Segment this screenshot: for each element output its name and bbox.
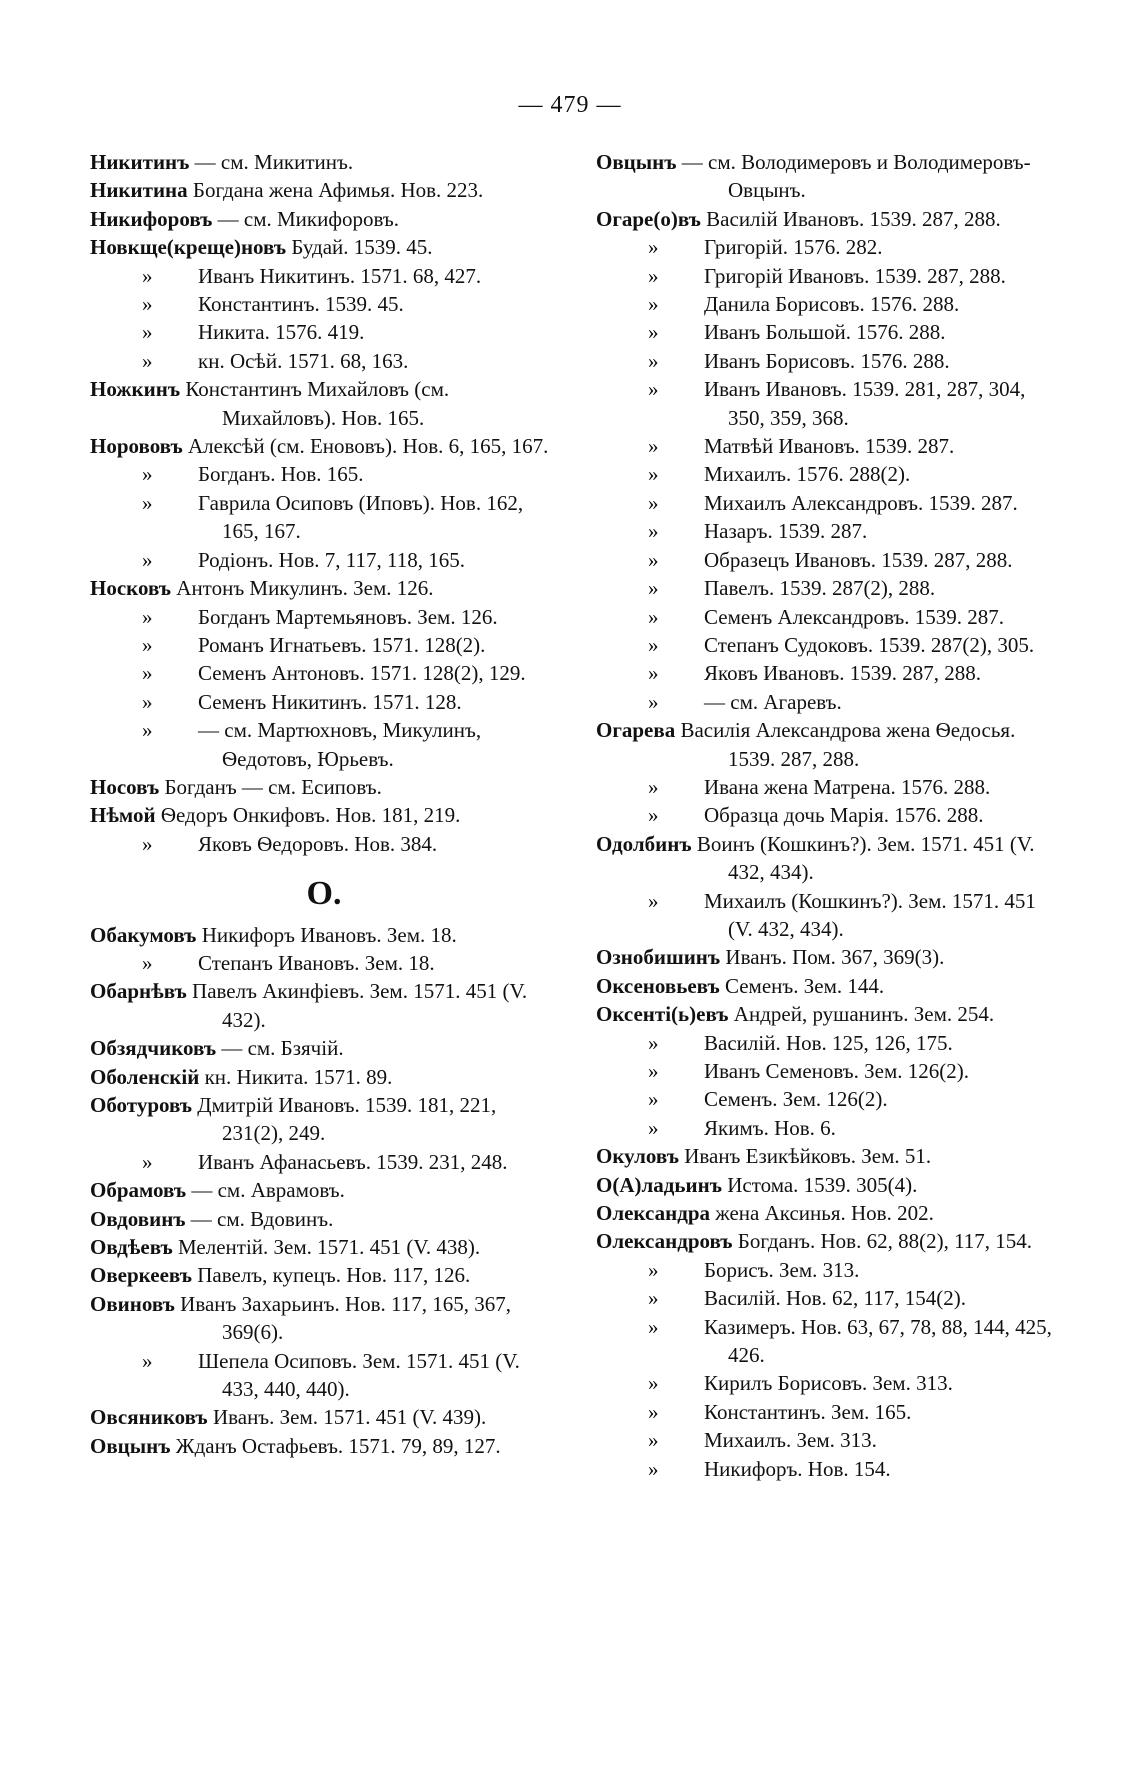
index-subentry bbox=[596, 1455, 1064, 1483]
entry-text: Мелентій. Зем. 1571. 451 (V. 438). bbox=[178, 1235, 481, 1260]
ditto-mark: » bbox=[142, 689, 153, 714]
entry-text: Романъ Игнатьевъ. 1571. 128(2). bbox=[198, 632, 486, 657]
index-entry bbox=[90, 1063, 558, 1091]
ditto-mark: » bbox=[648, 348, 659, 373]
entry-text: Ѳедоръ Онкифовъ. Нов. 181, 219. bbox=[160, 803, 461, 828]
ditto-mark: » bbox=[648, 1399, 659, 1424]
entry-text: Никифоръ Ивановъ. Зем. 18. bbox=[201, 922, 457, 947]
entry-text: Константинъ. Зем. 165. bbox=[704, 1399, 912, 1424]
index-entry bbox=[596, 1227, 1064, 1255]
index-entry bbox=[90, 1034, 558, 1062]
index-entry bbox=[90, 1403, 558, 1431]
index-subentry bbox=[596, 603, 1064, 631]
index-subentry bbox=[90, 290, 558, 318]
right-column bbox=[596, 148, 1064, 1483]
ditto-mark: » bbox=[648, 320, 659, 345]
index-subentry bbox=[596, 432, 1064, 460]
entry-headword: Нѣмой bbox=[90, 803, 156, 828]
index-entry bbox=[596, 1000, 1064, 1028]
entry-headword: Норововъ bbox=[90, 434, 183, 459]
index-subentry bbox=[90, 949, 558, 977]
ditto-mark: » bbox=[648, 292, 659, 317]
index-entry bbox=[596, 716, 1064, 773]
index-entry bbox=[596, 830, 1064, 887]
entry-headword: Овсяниковъ bbox=[90, 1405, 208, 1430]
ditto-mark: » bbox=[648, 434, 659, 459]
ditto-mark: » bbox=[142, 604, 153, 629]
entry-text: Иванъ Ивановъ. 1539. 281, 287, 304, 350, 359, 368. bbox=[704, 377, 1026, 430]
entry-text: Павелъ, купецъ. Нов. 117, 126. bbox=[197, 1263, 471, 1288]
entry-headword: Овцынъ bbox=[90, 1433, 171, 1458]
entry-text: Семенъ. Зем. 144. bbox=[724, 973, 885, 998]
index-subentry bbox=[596, 631, 1064, 659]
ditto-mark: » bbox=[142, 348, 153, 373]
ditto-mark: » bbox=[648, 1257, 659, 1282]
ditto-mark: » bbox=[648, 576, 659, 601]
entry-text: — см. Бзячій. bbox=[221, 1036, 344, 1061]
entry-headword: Ознобишинъ bbox=[596, 945, 721, 970]
entry-text: Иванъ Никитинъ. 1571. 68, 427. bbox=[198, 263, 482, 288]
entry-headword: Никифоровъ bbox=[90, 206, 213, 231]
ditto-mark: » bbox=[648, 689, 659, 714]
ditto-mark: » bbox=[648, 888, 659, 913]
entry-text: Казимеръ. Нов. 63, 67, 78, 88, 144, 425, 426. bbox=[704, 1314, 1052, 1368]
index-subentry bbox=[596, 1313, 1064, 1370]
entry-text: Семенъ Антоновъ. 1571. 128(2), 129. bbox=[198, 661, 526, 686]
entry-text: Василія Александрова жена Ѳедосья. 1539. 287, 288. bbox=[680, 718, 1016, 771]
index-entry bbox=[90, 1290, 558, 1347]
entry-text: Василій. Нов. 62, 117, 154(2). bbox=[704, 1286, 966, 1311]
entry-text: Антонъ Микулинъ. Зем. 126. bbox=[176, 576, 434, 601]
entry-text: Павелъ Акинфіевъ. Зем. 1571. 451 (V. 432). bbox=[192, 979, 528, 1032]
index-subentry bbox=[596, 1284, 1064, 1312]
entry-text: Михаилъ. 1576. 288(2). bbox=[704, 462, 911, 487]
entry-text: Назаръ. 1539. 287. bbox=[704, 519, 868, 544]
entry-text: Богданъ Мартемьяновъ. Зем. 126. bbox=[198, 604, 498, 629]
ditto-mark: » bbox=[648, 1456, 659, 1481]
entry-text: Константинъ. 1539. 45. bbox=[198, 292, 404, 317]
index-subentry bbox=[90, 489, 558, 546]
index-subentry bbox=[596, 1029, 1064, 1057]
index-subentry bbox=[596, 375, 1064, 432]
ditto-mark: » bbox=[648, 1314, 659, 1339]
entry-headword: Огаре(о)въ bbox=[596, 206, 701, 231]
entry-headword: Никитинъ bbox=[90, 150, 190, 174]
entry-headword: Оксенті(ь)евъ bbox=[596, 1002, 729, 1027]
index-entry bbox=[90, 773, 558, 801]
entry-text: Степанъ Судоковъ. 1539. 287(2), 305. bbox=[704, 632, 1035, 657]
index-entry bbox=[596, 1199, 1064, 1227]
entry-headword: О(А)ладьинъ bbox=[596, 1172, 722, 1197]
entry-text: Якимъ. Нов. 6. bbox=[704, 1115, 836, 1140]
entry-text: Григорій. 1576. 282. bbox=[704, 235, 883, 260]
ditto-mark: » bbox=[648, 632, 659, 657]
entry-text: Ивана жена Матрена. 1576. 288. bbox=[704, 774, 991, 799]
index-subentry bbox=[596, 1369, 1064, 1397]
ditto-mark: » bbox=[648, 490, 659, 515]
ditto-mark: » bbox=[142, 263, 153, 288]
entry-text: Иванъ. Пом. 367, 369(3). bbox=[725, 945, 945, 970]
ditto-mark: » bbox=[142, 831, 153, 856]
index-subentry bbox=[596, 688, 1064, 716]
entry-text: Иванъ. Зем. 1571. 451 (V. 439). bbox=[212, 1405, 487, 1430]
ditto-mark: » bbox=[648, 774, 659, 799]
index-subentry bbox=[596, 1398, 1064, 1426]
entry-text: кн. Никита. 1571. 89. bbox=[204, 1064, 393, 1089]
entry-text: Богдана жена Афимья. Нов. 223. bbox=[192, 178, 484, 203]
index-entry bbox=[90, 148, 558, 176]
index-subentry bbox=[596, 887, 1064, 944]
index-entry bbox=[596, 205, 1064, 233]
entry-headword: Огарева bbox=[596, 718, 676, 743]
ditto-mark: » bbox=[648, 604, 659, 629]
entry-text: Михаилъ Александровъ. 1539. 287. bbox=[704, 490, 1018, 515]
index-subentry bbox=[596, 1085, 1064, 1113]
ditto-mark: » bbox=[142, 718, 153, 743]
entry-text: Богданъ — см. Есиповъ. bbox=[164, 774, 382, 799]
entry-headword: Окуловъ bbox=[596, 1144, 679, 1169]
ditto-mark: » bbox=[648, 1059, 659, 1083]
entry-text: Яковъ Ивановъ. 1539. 287, 288. bbox=[704, 661, 982, 686]
entry-headword: Овдѣевъ bbox=[90, 1235, 173, 1260]
ditto-mark: » bbox=[142, 661, 153, 686]
entry-headword: Оботуровъ bbox=[90, 1093, 193, 1117]
entry-headword: Оверкеевъ bbox=[90, 1263, 192, 1288]
index-entry bbox=[90, 1176, 558, 1204]
ditto-mark: » bbox=[142, 632, 153, 657]
entry-text: — см. Микифоровъ. bbox=[217, 206, 399, 231]
index-subentry bbox=[90, 1148, 558, 1176]
entry-text: Шепела Осиповъ. Зем. 1571. 451 (V. 433, 440, 440). bbox=[198, 1348, 520, 1402]
entry-text: — см. Вдовинъ. bbox=[190, 1206, 334, 1231]
ditto-mark: » bbox=[648, 1286, 659, 1311]
entry-headword: Обарнѣвъ bbox=[90, 979, 187, 1004]
entry-text: Будай. 1539. 45. bbox=[291, 235, 433, 260]
index-entry bbox=[90, 977, 558, 1034]
index-entry bbox=[90, 574, 558, 602]
ditto-mark: » bbox=[142, 1348, 153, 1373]
entry-headword: Овдовинъ bbox=[90, 1206, 186, 1231]
ditto-mark: » bbox=[142, 462, 153, 487]
ditto-mark: » bbox=[648, 377, 659, 402]
index-subentry bbox=[596, 574, 1064, 602]
ditto-mark: » bbox=[648, 661, 659, 686]
entry-text: Иванъ Борисовъ. 1576. 288. bbox=[704, 348, 950, 373]
entry-headword: Обрамовъ bbox=[90, 1178, 187, 1203]
ditto-mark: » bbox=[648, 519, 659, 544]
entry-text: Данила Борисовъ. 1576. 288. bbox=[704, 292, 960, 317]
entry-text: Андрей, рушанинъ. Зем. 254. bbox=[733, 1002, 995, 1027]
entry-text: Василій. Нов. 125, 126, 175. bbox=[704, 1030, 953, 1055]
index-subentry bbox=[90, 603, 558, 631]
entry-text: Дмитрій Ивановъ. 1539. 181, 221, 231(2), 249. bbox=[197, 1093, 497, 1146]
ditto-mark: » bbox=[648, 462, 659, 487]
index-subentry bbox=[90, 347, 558, 375]
index-entry bbox=[90, 1091, 558, 1148]
index-entry bbox=[90, 801, 558, 829]
entry-headword: Олександра bbox=[596, 1201, 710, 1226]
index-subentry bbox=[596, 1057, 1064, 1085]
entry-text: Алексѣй (см. Енововъ). Нов. 6, 165, 167. bbox=[187, 434, 549, 459]
index-subentry bbox=[596, 1114, 1064, 1142]
ditto-mark: » bbox=[142, 547, 153, 572]
entry-text: Кирилъ Борисовъ. Зем. 313. bbox=[704, 1371, 953, 1396]
index-subentry bbox=[90, 262, 558, 290]
entry-text: Михаилъ. Зем. 313. bbox=[704, 1428, 877, 1453]
index-entry bbox=[90, 432, 558, 460]
index-entry bbox=[90, 1233, 558, 1261]
index-subentry bbox=[596, 460, 1064, 488]
index-subentry bbox=[596, 546, 1064, 574]
index-entry bbox=[596, 1171, 1064, 1199]
entry-headword: Обакумовъ bbox=[90, 922, 197, 947]
index-subentry bbox=[596, 347, 1064, 375]
entry-headword: Оксеновьевъ bbox=[596, 973, 720, 998]
entry-text: Истома. 1539. 305(4). bbox=[727, 1172, 918, 1197]
ditto-mark: » bbox=[142, 1149, 153, 1174]
entry-text: Борисъ. Зем. 313. bbox=[704, 1257, 860, 1282]
index-subentry bbox=[596, 262, 1064, 290]
index-entry bbox=[90, 921, 558, 949]
entry-headword: Новкще(креще)новъ bbox=[90, 235, 287, 260]
entry-headword: Носовъ bbox=[90, 774, 160, 799]
index-subentry bbox=[596, 659, 1064, 687]
entry-text: — см. Володимеровъ и Володимеровъ-Овцынъ. bbox=[681, 150, 1031, 203]
ditto-mark: » bbox=[142, 950, 153, 975]
entry-text: Семенъ Никитинъ. 1571. 128. bbox=[198, 689, 462, 714]
index-entry bbox=[90, 1205, 558, 1233]
entry-text: Образца дочь Марія. 1576. 288. bbox=[704, 803, 984, 828]
ditto-mark: » bbox=[142, 490, 153, 515]
entry-text: Семенъ Александровъ. 1539. 287. bbox=[704, 604, 1005, 629]
entry-headword: Одолбинъ bbox=[596, 831, 692, 856]
index-entry bbox=[90, 176, 558, 204]
entry-headword: Ножкинъ bbox=[90, 377, 181, 402]
entry-text: Образецъ Ивановъ. 1539. 287, 288. bbox=[704, 547, 1013, 572]
entry-text: Никифоръ. Нов. 154. bbox=[704, 1456, 891, 1481]
index-entry bbox=[596, 972, 1064, 1000]
entry-text: — см. Агаревъ. bbox=[704, 689, 842, 714]
entry-text: кн. Осѣй. 1571. 68, 163. bbox=[198, 348, 409, 373]
index-entry bbox=[596, 943, 1064, 971]
ditto-mark: » bbox=[142, 292, 153, 317]
section-letter: О. bbox=[306, 875, 342, 913]
entry-text: Яковъ Ѳедоровъ. Нов. 384. bbox=[198, 831, 438, 856]
index-subentry bbox=[90, 631, 558, 659]
entry-text: Павелъ. 1539. 287(2), 288. bbox=[704, 576, 936, 601]
index-entry bbox=[90, 1432, 558, 1460]
index-subentry bbox=[90, 659, 558, 687]
ditto-mark: » bbox=[142, 320, 153, 345]
left-column bbox=[90, 148, 558, 1460]
index-subentry bbox=[596, 773, 1064, 801]
index-subentry bbox=[596, 1426, 1064, 1454]
entry-headword: Никитина bbox=[90, 178, 188, 203]
entry-text: — см. Аврамовъ. bbox=[191, 1178, 345, 1203]
entry-text: Степанъ Ивановъ. Зем. 18. bbox=[198, 950, 435, 975]
entry-headword: Носковъ bbox=[90, 576, 172, 601]
entry-headword: Овцынъ bbox=[596, 150, 677, 174]
entry-text: Григорій Ивановъ. 1539. 287, 288. bbox=[704, 263, 1006, 288]
index-subentry bbox=[596, 290, 1064, 318]
entry-text: Жданъ Остафьевъ. 1571. 79, 89, 127. bbox=[175, 1433, 501, 1458]
index-entry bbox=[90, 205, 558, 233]
index-subentry bbox=[596, 801, 1064, 829]
index-subentry bbox=[90, 318, 558, 346]
index-entry bbox=[90, 233, 558, 261]
index-entry bbox=[90, 1261, 558, 1289]
index-subentry bbox=[90, 830, 558, 858]
index-subentry bbox=[90, 460, 558, 488]
entry-text: — см. Мартюхновъ, Микулинъ, Ѳедотовъ, Юрьевъ. bbox=[198, 718, 482, 771]
index-subentry bbox=[90, 546, 558, 574]
entry-text: Богданъ. Нов. 165. bbox=[198, 462, 364, 487]
entry-text: жена Аксинья. Нов. 202. bbox=[715, 1201, 934, 1226]
entry-text: Иванъ Захарьинъ. Нов. 117, 165, 367, 369(6). bbox=[180, 1291, 511, 1345]
ditto-mark: » bbox=[648, 803, 659, 828]
ditto-mark: » bbox=[648, 1087, 659, 1112]
ditto-mark: » bbox=[648, 235, 659, 260]
entry-text: Семенъ. Зем. 126(2). bbox=[704, 1087, 888, 1112]
entry-headword: Овиновъ bbox=[90, 1291, 175, 1316]
entry-text: Иванъ Афанасьевъ. 1539. 231, 248. bbox=[198, 1149, 508, 1174]
entry-text: Воинъ (Кошкинъ?). Зем. 1571. 451 (V. 432, 434). bbox=[696, 831, 1035, 885]
entry-text: Иванъ Езикѣйковъ. Зем. 51. bbox=[684, 1144, 932, 1169]
entry-text: Родіонъ. Нов. 7, 117, 118, 165. bbox=[198, 547, 465, 572]
entry-text: Никита. 1576. 419. bbox=[198, 320, 365, 345]
ditto-mark: » bbox=[648, 263, 659, 288]
entry-text: Иванъ Семеновъ. Зем. 126(2). bbox=[704, 1059, 970, 1083]
entry-headword: Обзядчиковъ bbox=[90, 1036, 217, 1061]
ditto-mark: » bbox=[648, 547, 659, 572]
index-entry bbox=[596, 1142, 1064, 1170]
index-entry bbox=[90, 375, 558, 432]
index-subentry bbox=[596, 517, 1064, 545]
index-entry bbox=[596, 148, 1064, 205]
entry-text: Иванъ Большой. 1576. 288. bbox=[704, 320, 946, 345]
index-subentry bbox=[596, 233, 1064, 261]
entry-text: Константинъ Михайловъ (см. Михайловъ). Нов. 165. bbox=[185, 377, 450, 430]
entry-text: Гаврила Осиповъ (Иповъ). Нов. 162, 165, 167. bbox=[198, 490, 524, 544]
entry-text: Богданъ. Нов. 62, 88(2), 117, 154. bbox=[737, 1229, 1033, 1254]
ditto-mark: » bbox=[648, 1030, 659, 1055]
entry-text: — см. Микитинъ. bbox=[194, 150, 354, 174]
entry-text: Василій Ивановъ. 1539. 287, 288. bbox=[706, 206, 1001, 231]
ditto-mark: » bbox=[648, 1115, 659, 1140]
index-subentry bbox=[90, 688, 558, 716]
index-subentry bbox=[596, 489, 1064, 517]
index-subentry bbox=[90, 716, 558, 773]
entry-headword: Оболенскій bbox=[90, 1064, 200, 1089]
entry-text: Михаилъ (Кошкинъ?). Зем. 1571. 451 (V. 432, 434). bbox=[704, 888, 1036, 941]
page-number: — 479 — bbox=[518, 92, 622, 118]
ditto-mark: » bbox=[648, 1428, 659, 1453]
ditto-mark: » bbox=[648, 1371, 659, 1396]
index-subentry bbox=[596, 1256, 1064, 1284]
entry-headword: Олександровъ bbox=[596, 1229, 733, 1254]
entry-text: Матвѣй Ивановъ. 1539. 287. bbox=[704, 434, 955, 459]
index-subentry bbox=[596, 318, 1064, 346]
index-subentry bbox=[90, 1347, 558, 1404]
